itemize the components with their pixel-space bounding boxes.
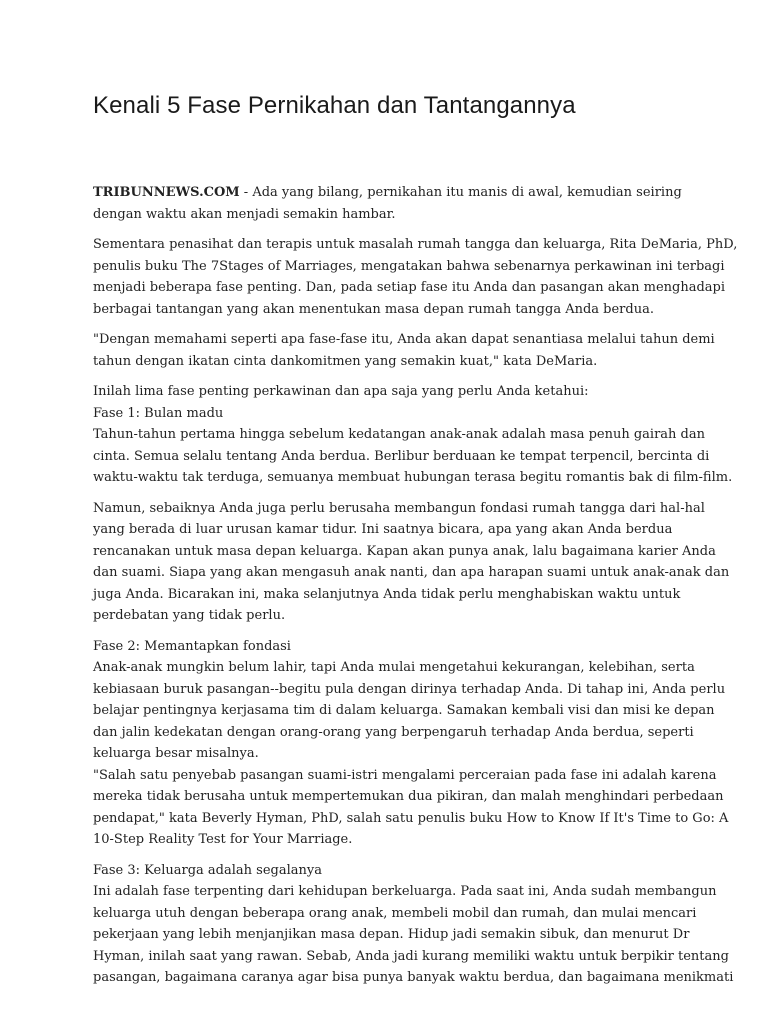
- paragraph-line: keluarga utuh dengan beberapa orang anak, membeli mobil dan rumah, dan mulai mencari: [93, 905, 697, 921]
- paragraph-line: waktu-waktu tak terduga, semuanya membuat hubungan terasa begitu romantis bak di film-film.: [93, 470, 733, 485]
- paragraph-phase-1: [93, 381, 733, 489]
- paragraph-line: Inilah lima fase penting perkawinan dan apa saja yang perlu Anda ketahui:: [93, 384, 589, 399]
- paragraph-line: penulis buku The 7Stages of Marriages, mengatakan bahwa sebenarnya perkawinan ini terbagi: [93, 258, 725, 274]
- paragraph-line: cinta. Semua selalu tentang Anda berdua. Berlibur berduaan ke tempat terpencil, bercinta di: [93, 448, 710, 464]
- paragraph-line: "Salah satu penyebab pasangan suami-istri mengalami perceraian pada fase ini adalah karena: [93, 767, 717, 783]
- paragraph-line: pendapat," kata Beverly Hyman, PhD, salah satu penulis buku How to Know If It's Time to Go: A: [93, 810, 729, 826]
- paragraph-line: dan suami. Siapa yang akan mengasuh anak nanti, dan apa harapan suami untuk anak-anak dan: [93, 565, 730, 580]
- paragraph-quote: [93, 329, 715, 372]
- news-source: TRIBUNNEWS.COM: [93, 185, 240, 200]
- article-body: [93, 182, 738, 989]
- paragraph-line: [93, 182, 688, 204]
- paragraph: [93, 234, 738, 320]
- paragraph-line: Namun, sebaiknya Anda juga perlu berusaha membangun fondasi rumah tangga dari hal-hal: [93, 500, 705, 516]
- paragraph-line: dengan waktu akan menjadi semakin hambar.: [93, 206, 396, 222]
- paragraph-line: Anak-anak mungkin belum lahir, tapi Anda mulai mengetahui kekurangan, kelebihan, serta: [93, 660, 695, 675]
- paragraph-line: rencanakan untuk masa depan keluarga. Kapan akan punya anak, lalu bagaimana karier Anda: [93, 543, 716, 559]
- phase-heading: Fase 3: Keluarga adalah segalanya: [93, 862, 322, 878]
- paragraph-line: "Dengan memahami seperti apa fase-fase itu, Anda akan dapat senantiasa melalui tahun demi: [93, 332, 715, 347]
- paragraph: [93, 498, 730, 627]
- paragraph-line: yang berada di luar urusan kamar tidur. Ini saatnya bicara, apa yang akan Anda berdua: [93, 522, 673, 537]
- phase-heading: Fase 1: Bulan madu: [93, 405, 224, 421]
- paragraph-line: kebiasaan buruk pasangan--begitu pula dengan dirinya terhadap Anda. Di tahap ini, Anda perlu: [93, 681, 726, 697]
- paragraph-line: Ini adalah fase terpenting dari kehidupan berkeluarga. Pada saat ini, Anda sudah membangun: [93, 884, 717, 899]
- paragraph-line: berbagai tantangan yang akan menentukan masa depan rumah tangga Anda berdua.: [93, 301, 654, 317]
- paragraph-line: belajar pentingnya kerjasama tim di dalam keluarga. Samakan kembali visi dan misi ke depan: [93, 703, 715, 718]
- paragraph-line: juga Anda. Bicarakan ini, maka selanjutnya Anda tidak perlu menghabiskan waktu untuk: [93, 586, 681, 602]
- paragraph-line: mereka tidak berusaha untuk mempertemukan dua pikiran, dan malah menghindari perbedaan: [93, 789, 724, 804]
- paragraph-line: pekerjaan yang lebih menjanjikan masa depan. Hidup jadi semakin sibuk, dan menurut Dr: [93, 927, 690, 942]
- paragraph-phase-3: [93, 860, 734, 989]
- paragraph-line: menjadi beberapa fase penting. Dan, pada setiap fase itu Anda dan pasangan akan menghadapi: [93, 280, 726, 295]
- article-title: Kenali 5 Fase Pernikahan dan Tantangannya: [93, 92, 576, 119]
- paragraph-line: Tahun-tahun pertama hingga sebelum kedatangan anak-anak adalah masa penuh gairah dan: [93, 427, 706, 442]
- paragraph-line: dan jalin kedekatan dengan orang-orang yang berpengaruh terhadap Anda berdua, seperti: [93, 724, 694, 740]
- paragraph-intro: [93, 182, 688, 225]
- intro-text: - Ada yang bilang, pernikahan itu manis di awal, kemudian seiring: [239, 185, 682, 200]
- paragraph-line: tahun dengan ikatan cinta dankomitmen yang semakin kuat," kata DeMaria.: [93, 353, 598, 369]
- paragraph-line: Sementara penasihat dan terapis untuk masalah rumah tangga dan keluarga, Rita DeMaria, PhD,: [93, 237, 738, 252]
- paragraph-line: perdebatan yang tidak perlu.: [93, 608, 286, 623]
- paragraph-phase-2: [93, 636, 729, 851]
- paragraph-line: pasangan, bagaimana caranya agar bisa punya banyak waktu berdua, dan bagaimana menikmati: [93, 970, 734, 985]
- paragraph-line: 10-Step Reality Test for Your Marriage.: [93, 832, 353, 847]
- paragraph-line: keluarga besar misalnya.: [93, 746, 259, 761]
- phase-heading: Fase 2: Memantapkan fondasi: [93, 638, 291, 654]
- paragraph-line: Hyman, inilah saat yang rawan. Sebab, Anda jadi kurang memiliki waktu untuk berpikir tentang: [93, 948, 729, 964]
